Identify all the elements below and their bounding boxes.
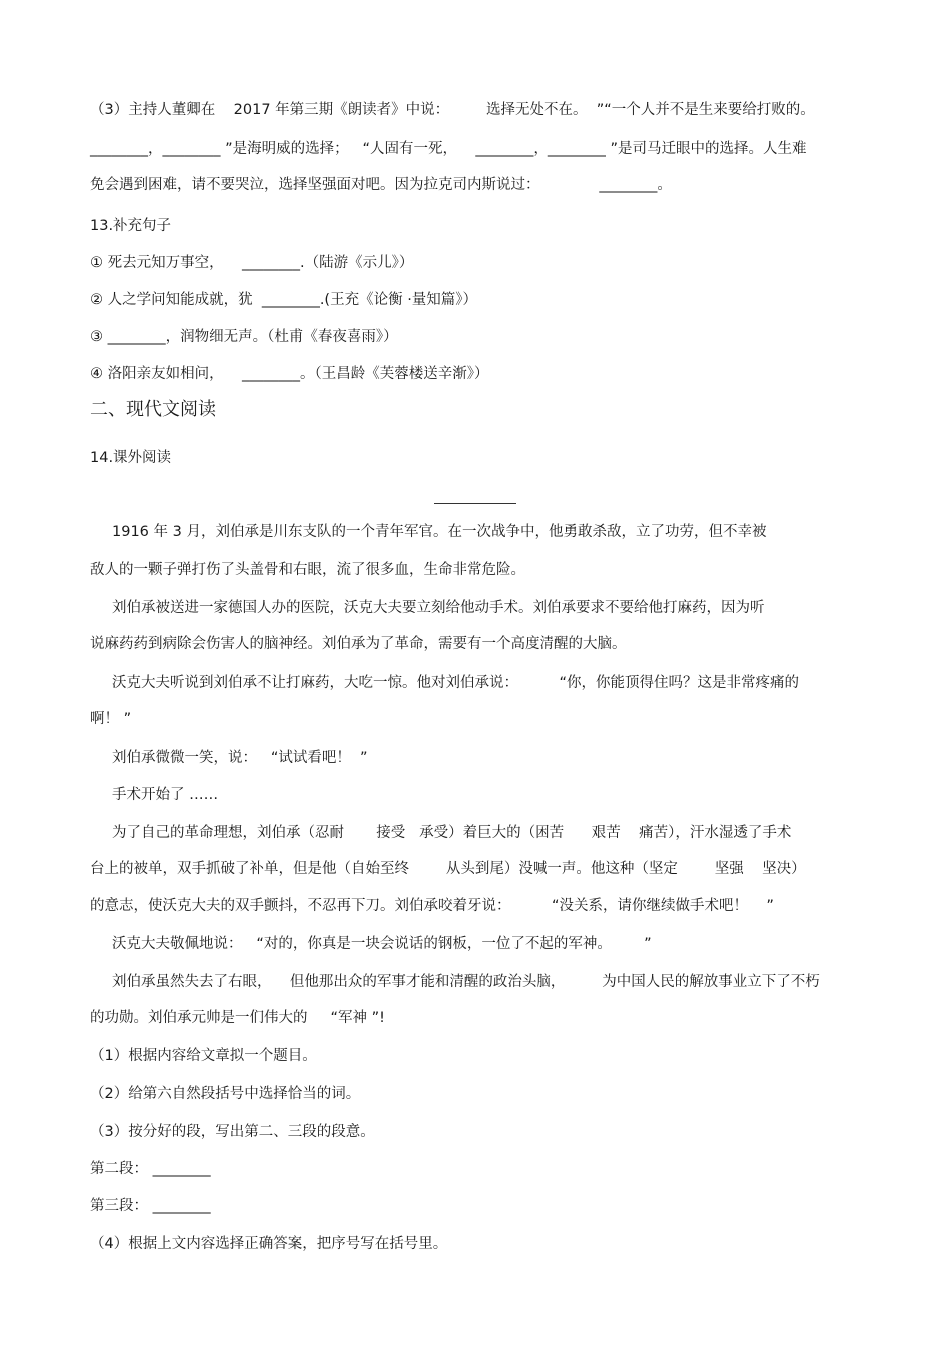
passage-line: 刘伯承虽然失去了右眼， 但他那出众的军事才能和清醒的政治头脑， 为中国人民的解放事业立下了不朽 [112,974,820,990]
answer-para-3: 第三段： ________ [90,1198,211,1214]
passage-line: 刘伯承被送进一家德国人办的医院，沃克大夫要立刻给他动手术。刘伯承要求不要给他打麻药，因为听 [112,600,765,616]
q13-title: 13.补充句子 [90,218,172,234]
passage-line: 说麻药药到病除会伤害人的脑神经。刘伯承为了革命，需要有一个高度清醒的大脑。 [90,636,627,652]
passage-line: 台上的被单，双手抓破了补单，但是他（自始至终 从头到尾）没喊一声。他这种（坚定 坚强 坚决） [90,861,806,877]
q13-item-4: ④ 洛阳亲友如相问， ________。（王昌龄《芙蓉楼送辛渐》） [90,366,489,382]
q14-question-4: （4）根据上文内容选择正确答案，把序号写在括号里。 [90,1236,448,1252]
passage-line: 沃克大夫敬佩地说： “对的，你真是一块会说话的钢板，一位了不起的军神。 ” [112,936,652,952]
q12-3-line-2: ________，________ ”是海明威的选择； “人固有一死， ________，________ ”是司马迁眼中的选择。人生难 [90,141,807,157]
passage-line: 啊！ ” [90,711,132,727]
passage-line: 为了自己的革命理想，刘伯承（忍耐 接受 承受）着巨大的（困苦 艰苦 痛苦），汗水湿透了手术 [112,825,792,841]
answer-para-2: 第二段： ________ [90,1161,211,1177]
q13-item-3: ③ ________，润物细无声。（杜甫《春夜喜雨》） [90,329,398,345]
q14-question-2: （2）给第六自然段括号中选择恰当的词。 [90,1086,361,1102]
passage-line: 的意志，使沃克大夫的双手颤抖，不忍再下刀。刘伯承咬着牙说： “没关系，请你继续做手术吧！ ” [90,898,774,914]
passage-title-blank [434,503,516,504]
passage-line: 1916 年 3 月，刘伯承是川东支队的一个青年军官。在一次战争中，他勇敢杀敌，立了功劳，但不幸被 [112,524,767,540]
passage-line: 手术开始了 …… [112,787,219,803]
q14-question-1: （1）根据内容给文章拟一个题目。 [90,1048,317,1064]
passage-line: 敌人的一颗子弹打伤了头盖骨和右眼，流了很多血，生命非常危险。 [90,562,525,578]
section-heading: 二、现代文阅读 [90,399,216,420]
passage-line: 刘伯承微微一笑，说： “试试看吧！ ” [112,750,368,766]
passage-line: 的功勋。刘伯承元帅是一们伟大的 “军神 ”! [90,1010,385,1026]
q13-item-2: ② 人之学问知能成就，犹 ________.(王充《论衡 ·量知篇》） [90,292,478,308]
q13-item-1: ① 死去元知万事空， ________.（陆游《示儿》） [90,255,414,271]
passage-line: 沃克大夫听说到刘伯承不让打麻药，大吃一惊。他对刘伯承说： “你，你能顶得住吗？这是非常疼痛的 [112,675,799,691]
q12-3-line-1: （3）主持人董卿在 2017 年第三期《朗读者》中说： 选择无处不在。 ”“一个人并不是生来要给打败的。 [90,102,815,118]
q14-title: 14.课外阅读 [90,450,172,466]
q12-3-line-3: 免会遇到困难，请不要哭泣，选择坚强面对吧。因为拉克司内斯说过： ________。 [90,177,672,193]
q14-question-3: （3）按分好的段，写出第二、三段的段意。 [90,1124,375,1140]
